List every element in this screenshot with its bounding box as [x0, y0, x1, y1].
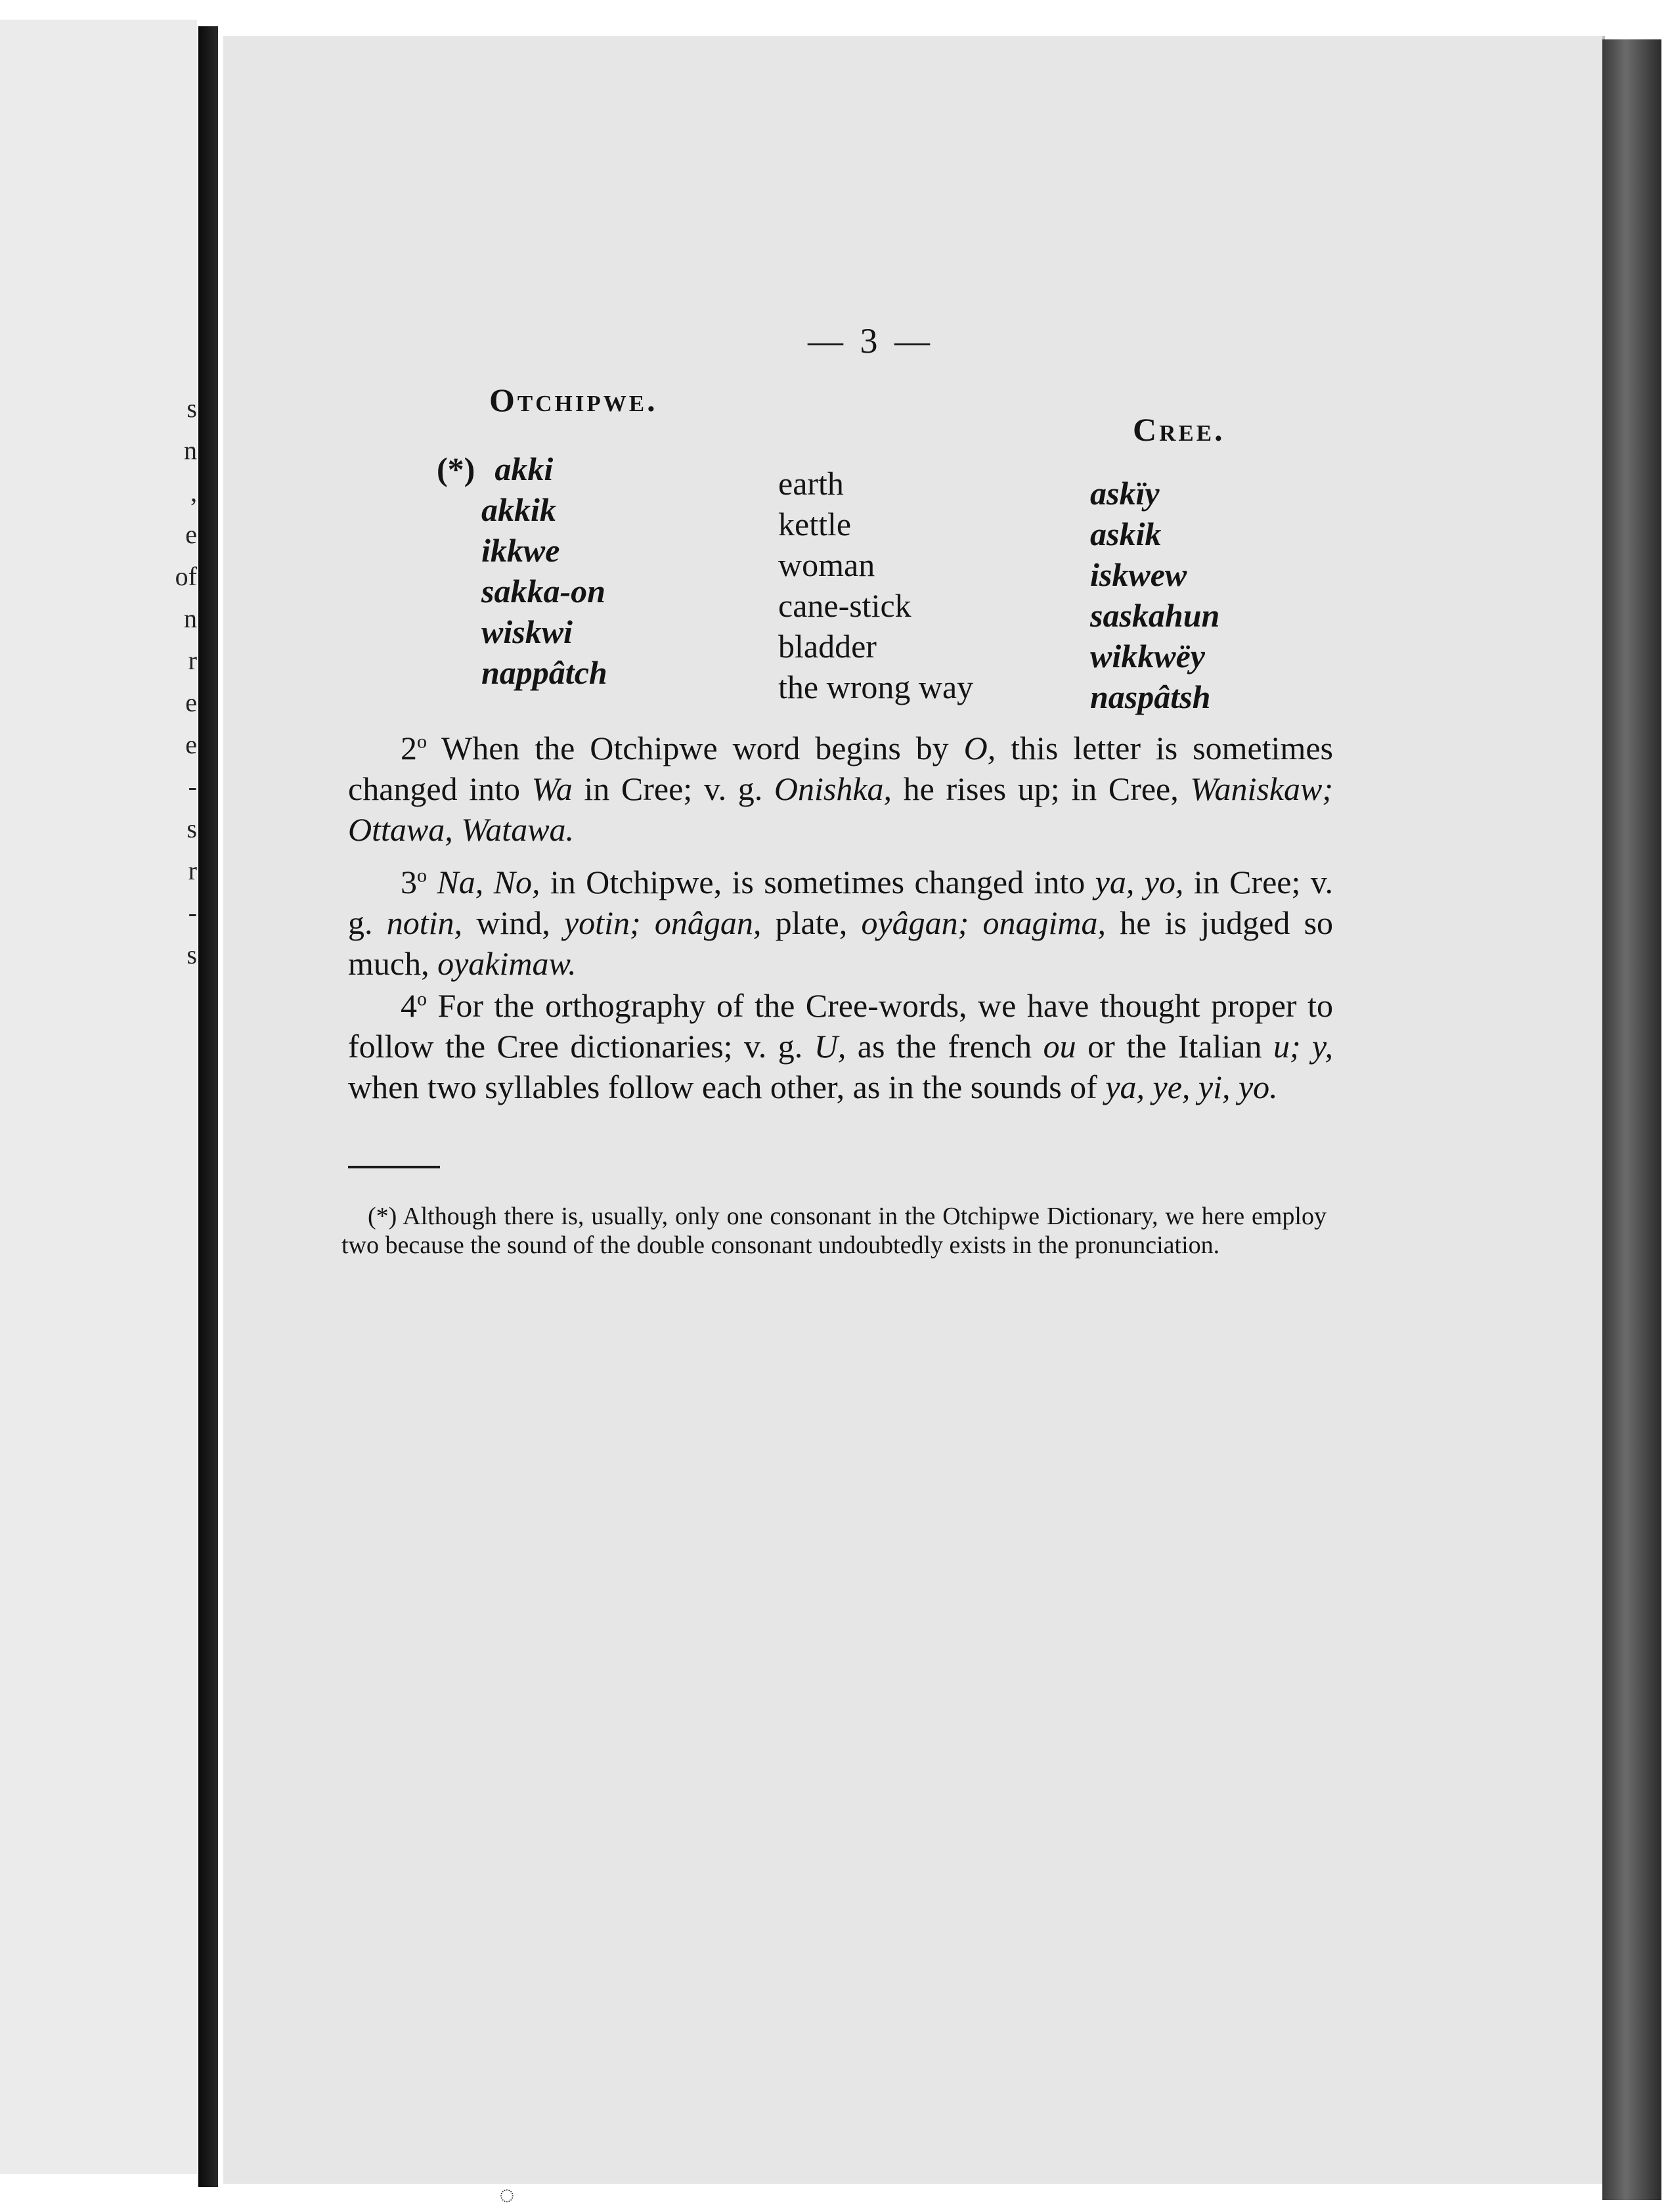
edge-letter: s [187, 940, 197, 969]
edge-letter: - [188, 898, 197, 927]
edge-letter: n [184, 435, 197, 465]
english-word: the wrong way [778, 669, 974, 705]
edge-letter: r [188, 646, 197, 675]
english-word-list [778, 463, 973, 707]
edge-letter: of [175, 562, 197, 591]
otchipwe-word: (*) akki [437, 451, 554, 487]
edge-letter: s [187, 814, 197, 843]
otchipwe-word: sakka-on [481, 573, 605, 609]
english-word: kettle [778, 506, 852, 542]
facing-page [0, 20, 197, 2174]
otchipwe-column-heading: Otchipwe. [489, 382, 658, 418]
otchipwe-word: akkik [481, 491, 556, 528]
footnote-divider [348, 1166, 440, 1168]
cree-word: askïy [1090, 475, 1160, 512]
edge-letter: s [187, 393, 197, 423]
otchipwe-word: nappâtch [481, 654, 607, 691]
edge-letter: , [190, 477, 197, 507]
cree-word-list [1090, 473, 1219, 717]
cree-word: saskahun [1090, 597, 1220, 634]
otchipwe-word: ikkwe [481, 532, 560, 569]
stray-ink-mark: ◌ [499, 2180, 515, 2209]
edge-letter: r [188, 856, 197, 885]
book-spine-edge [1602, 39, 1661, 2200]
cree-column-heading: Cree. [1133, 411, 1225, 448]
edge-letter: - [188, 772, 197, 801]
paragraph-rule-3: 3$^o$ Na, No, in Otchipwe, is sometimes changed into ya, yo, in Cree; v. g. notin, wind, yotin; onâgan, plate, oyâgan; onagima, he is judged so much, oyakimaw. [348, 864, 1334, 982]
facing-page-letters [171, 387, 197, 976]
footnote-marker: (*) [437, 451, 475, 487]
paragraph-rule-4: 4$^o$ For the orthography of the Cree-words, we have thought proper to follow the Cree dictionaries; v. g. U, as the french ou or the Italian u; y, when two syllables follow each other, as in the sounds of ya, ye, yi, yo. [348, 987, 1333, 1105]
edge-letter: e [185, 730, 197, 759]
footnote: (*) Although there is, usually, only one consonant in the Otchipwe Dictionary, we here employ two because the sound of the double consonant undoubtedly exists in the pronunciation. [341, 1203, 1327, 1259]
english-word: earth [778, 465, 844, 502]
otchipwe-word-list [437, 449, 607, 693]
english-word: woman [778, 546, 875, 583]
cree-word: askik [1090, 516, 1162, 552]
otchipwe-word: wiskwi [481, 613, 573, 650]
edge-letter: n [184, 604, 197, 633]
cree-word: iskwew [1090, 556, 1187, 593]
paragraph-rule-2: 2$^o$ When the Otchipwe word begins by O, this letter is sometimes changed into Wa in Cree; v. g. Onishka, he rises up; in Cree, Waniskaw; Ottawa, Watawa. [348, 730, 1333, 848]
book-gutter [198, 26, 218, 2187]
cree-word: naspâtsh [1090, 678, 1211, 715]
edge-letter: e [185, 520, 197, 549]
page-number: — 3 — [808, 321, 934, 361]
english-word: cane-stick [778, 587, 911, 624]
english-word: bladder [778, 628, 877, 665]
edge-letter: e [185, 688, 197, 717]
cree-word: wikkwëy [1090, 638, 1205, 675]
